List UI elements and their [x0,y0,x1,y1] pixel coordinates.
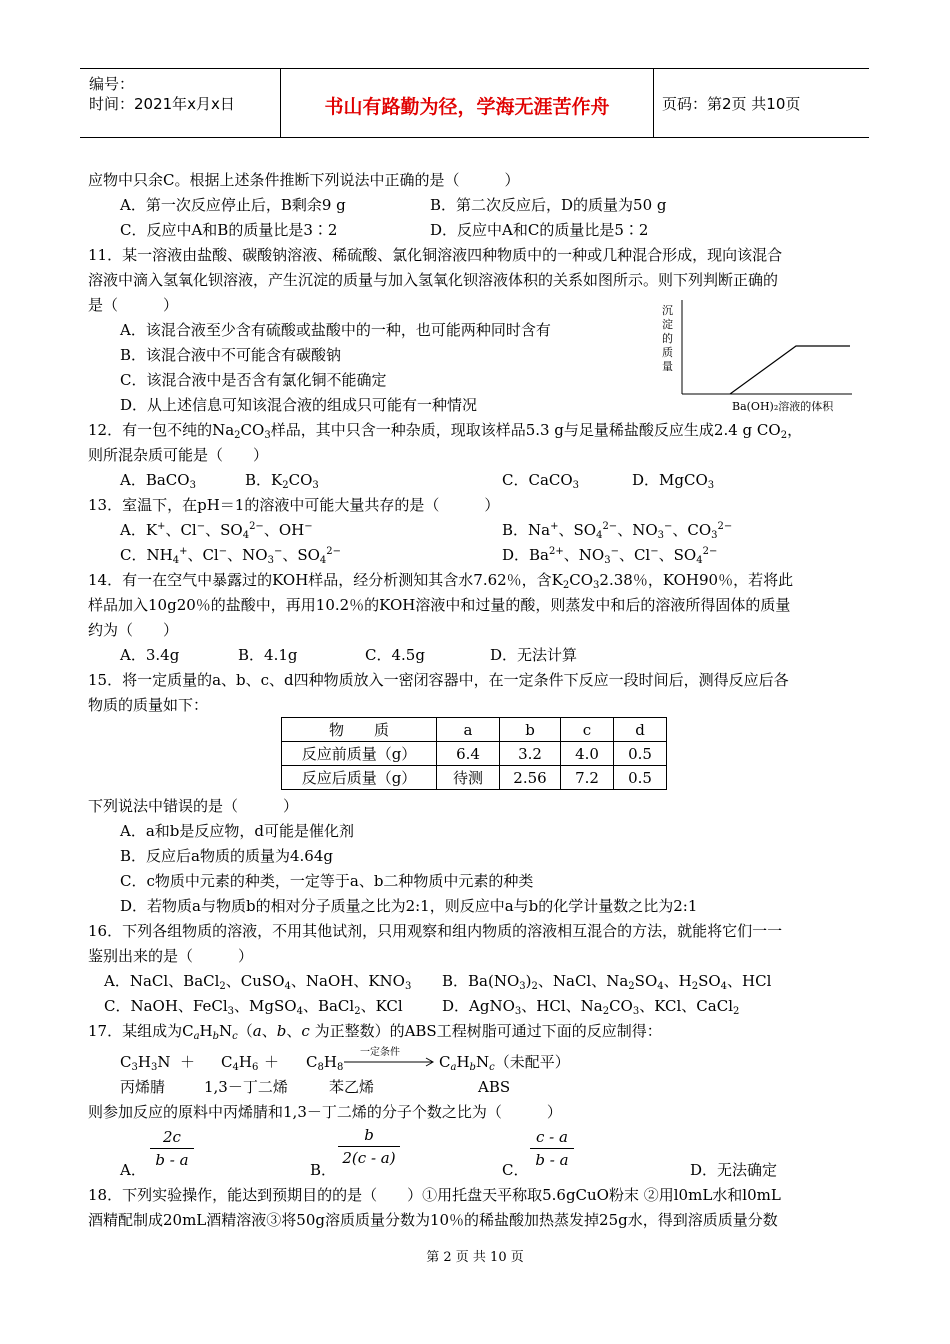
chart-series-line [730,346,850,394]
q14-stem-1: 14．有一在空气中暴露过的KOH样品，经分析测知其含水7.62％，含$K_2CO_32.38$％，KOH90％，若将此 [88,571,794,591]
q17-option-d: D．无法确定 [690,1161,778,1179]
q16-stem-2: 鉴别出来的是（ ） [88,947,254,965]
q12-option-b: B．$K_2CO_3$ [245,471,319,491]
q11-option-d: D．从上述信息可知该混合液的组成只可能有一种情况 [120,396,478,414]
q10-option-c: C．反应中A和B的质量比是3∶2 [120,221,338,239]
q16-stem-1: 16．下列各组物质的溶液，不用其他试剂，只用观察和组内物质的溶液相互混合的方法，就能将它们一一 [88,922,783,940]
plus-sign: ＋ [180,1053,196,1071]
q10-option-b: B．第二次反应后，D的质量为50 g [430,196,667,214]
q14-option-c: C．4.5g [365,646,425,664]
table-header-cell: a [437,718,500,742]
chart-y-label: 沉淀的质量 [662,304,673,373]
q15-stem-2: 物质的质量如下： [88,696,209,714]
q14-option-b: B．4.1g [238,646,298,664]
q17-option-c-label: C． [502,1161,529,1179]
table-cell: 4.0 [561,742,614,766]
q17-name-2: 1,3－丁二烯 [204,1078,288,1096]
q16-option-c: C．NaOH、FeCl$_3$、MgSO$_4$、BaCl$_2$、KCl [104,997,403,1017]
table-header-cell: c [561,718,614,742]
q14-option-a: A．3.4g [120,646,180,664]
table-cell: 反应后质量（g） [282,766,437,790]
table-row [282,742,667,766]
q11-option-b: B．该混合液中不可能含有碳酸钠 [120,346,342,364]
q12-option-a: A．BaCO$_3$ [120,471,196,491]
fraction-bar [338,1146,400,1147]
q12-option-d: D．MgCO$_3$ [632,471,715,491]
reaction-condition: 一定条件 [360,1047,400,1058]
table-cell: 0.5 [614,742,667,766]
q15-stem-1: 15．将一定质量的a、b、c、d四种物质放入一密闭容器中，在一定条件下反应一段时间后，测得反应后各 [88,671,789,689]
reaction-arrow-icon [344,1057,436,1067]
q17-product: $C_aH_bN_c$（未配平） [439,1053,570,1073]
motto: 书山有路勤为径，学海无涯苦作舟 [324,96,610,118]
table-cell: 待测 [437,766,500,790]
q14-stem-2: 样品加入10g20％的盐酸中，再用10.2％的KOH溶液中和过量的酸，则蒸发中和后的溶液所得固体的质量 [88,596,791,614]
q17-name-1: 丙烯腈 [120,1078,166,1096]
q17-reactant-1: $C_3H_3N$ [120,1053,171,1073]
q12-stem-2: 则所混杂质可能是（ ） [88,446,269,464]
q15-option-a: A．a和b是反应物，d可能是催化剂 [120,822,354,840]
q11-option-a: A．该混合液至少含有硫酸或盐酸中的一种，也可能两种同时含有 [120,321,551,339]
q17-reactant-2: $C_4H_6$ [221,1053,259,1073]
page-header [80,68,869,138]
table-row [282,766,667,790]
q16-option-a: A．NaCl、BaCl$_2$、CuSO$_4$、NaOH、$KNO_3$ [104,972,412,992]
q17-name-3: 苯乙烯 [329,1078,375,1096]
q17-option-c-fraction [530,1128,574,1169]
q11-stem-3: 是（ ） [88,296,179,314]
q13-option-d: D．$Ba^{2+}$、$NO_3^-$、Cl−、$SO_4^{2-}$ [502,546,718,566]
table-cell: 反应前质量（g） [282,742,437,766]
header-page-cell [654,69,869,137]
q18-stem-2: 酒精配制成20mL酒精溶液③将50g溶质质量分数为10％的稀盐酸加热蒸发掉25g水，得到溶质质量分数 [88,1211,778,1229]
q13-option-b: B．Na+、$SO_4^{2-}$、$NO_3^-$、$CO_3^{2-}$ [502,521,733,541]
table-header-cell: b [500,718,561,742]
q10-option-d: D．反应中A和C的质量比是5∶2 [430,221,649,239]
table-cell: 7.2 [561,766,614,790]
q17-option-a-label: A． [120,1161,146,1179]
q11-option-c: C．该混合液中是否含有氯化铜不能确定 [120,371,387,389]
fraction-numerator: b [364,1126,374,1144]
page-label: 页码：第2页 共10页 [662,95,801,113]
q15-option-d: D．若物质a与物质b的相对分子质量之比为2:1，则反应中a与b的化学计量数之比为2:1 [120,897,698,915]
q11-stem-2: 溶液中滴入氢氧化钡溶液，产生沉淀的质量与加入氢氧化钡溶液体积的关系如图所示。则下列判断正确的 [88,271,779,289]
fraction-numerator: c - a [536,1128,568,1146]
chart-x-label: Ba(OH)₂溶液的体积 [732,400,834,413]
table-cell: 6.4 [437,742,500,766]
header-info-cell [80,69,281,137]
fraction-numerator: 2c [163,1128,181,1146]
q17-option-b-label: B． [310,1161,337,1179]
q15-stem-3: 下列说法中错误的是（ ） [88,797,299,815]
q14-option-d: D．无法计算 [490,646,578,664]
q17-option-b-fraction [338,1126,400,1167]
date-label: 时间：2021年x月x日 [89,95,235,113]
q10-option-a: A．第一次反应停止后，B剩余9 g [120,196,346,214]
q16-option-b: B．$Ba(NO_3)_2$、NaCl、$Na_2SO_4$、$H_2SO_4$、HCl [442,972,772,992]
q15-option-b: B．反应后a物质的质量为4.64g [120,847,333,865]
q12-stem-1: 12．有一包不纯的$Na_2CO_3$样品，其中只含一种杂质，现取该样品5.3 g与足量稀盐酸反应生成2.4 g $CO_2$， [88,421,803,441]
q13-stem: 13．室温下，在pH＝1的溶液中可能大量共存的是（ ） [88,496,500,514]
q13-option-a: A．K+、Cl−、$SO_4^{2-}$、OH− [120,521,313,541]
q16-option-d: D．AgNO$_3$、HCl、$Na_2CO_3$、KCl、CaCl$_2$ [442,997,740,1017]
q17-name-4: ABS [478,1078,511,1096]
table-header-row [282,718,667,742]
q17-stem-1: 17．某组成为$C_aH_bN_c(a$、b、c 为正整数）的ABS工程树脂可通过下面的反应制得： [88,1022,662,1042]
fraction-bar [150,1148,194,1149]
q17-option-a-fraction [150,1128,194,1169]
table-header-cell: d [614,718,667,742]
q17-stem-3: 则参加反应的原料中丙烯腈和1,3－丁二烯的分子个数之比为（ ） [88,1103,562,1121]
q10-stem-end: 应物中只余C。根据上述条件推断下列说法中正确的是（ ） [88,171,520,189]
q12-option-c: C．CaCO$_3$ [502,471,580,491]
plus-sign: ＋ [264,1053,280,1071]
page-footer: 第 2 页 共 10 页 [426,1250,524,1265]
fraction-denominator: b - a [535,1151,569,1169]
table-header-cell: 物 质 [282,718,437,742]
table-cell: 2.56 [500,766,561,790]
chart-plot [660,300,860,400]
q14-stem-3: 约为（ ） [88,621,179,639]
table-cell: 0.5 [614,766,667,790]
q17-reactant-3: $C_8H_8$ [306,1053,344,1073]
q18-stem-1: 18．下列实验操作，能达到预期目的的是（ ）①用托盘天平称取5.6gCuO粉末 ②用l0mL水和l0mL [88,1186,781,1204]
fraction-bar [530,1148,574,1149]
precipitate-chart [660,300,860,418]
fraction-denominator: 2(c - a) [342,1149,396,1167]
number-label: 编号： [89,75,135,93]
q15-option-c: C．c物质中元素的种类，一定等于a、b二种物质中元素的种类 [120,872,534,890]
q11-stem-1: 11．某一溶液由盐酸、碳酸钠溶液、稀硫酸、氯化铜溶液四种物质中的一种或几种混合形成，现向该混合 [88,246,783,264]
header-motto-cell [281,69,654,137]
mass-table [281,717,667,790]
table-cell: 3.2 [500,742,561,766]
q13-option-c: C．$NH_4^+$、Cl−、$NO_3^-$、$SO_4^{2-}$ [120,546,342,566]
fraction-denominator: b - a [155,1151,189,1169]
